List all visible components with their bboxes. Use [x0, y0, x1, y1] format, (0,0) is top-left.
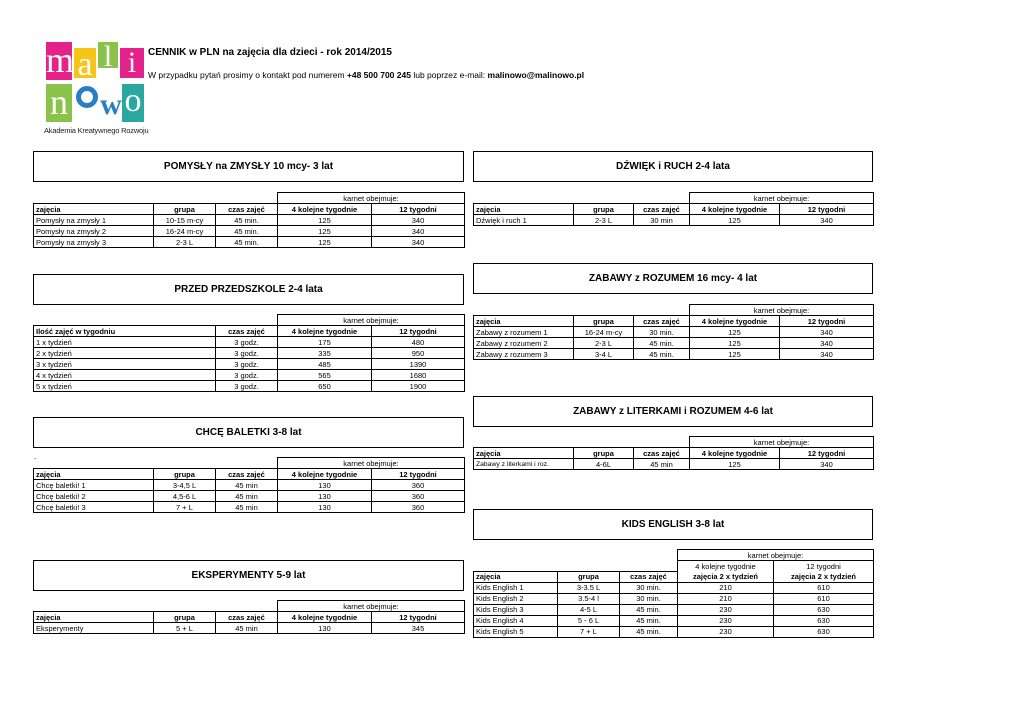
table-cell: 3 godz. — [216, 359, 278, 370]
table-cell: 485 — [278, 359, 372, 370]
table-cell: 125 — [690, 349, 780, 360]
table-cell — [474, 193, 574, 204]
table-cell: 610 — [774, 582, 874, 593]
table-cell: 30 min. — [620, 593, 678, 604]
table-cell — [558, 550, 620, 561]
table-row — [34, 370, 465, 381]
table-cell: 3 godz. — [216, 381, 278, 392]
table-cell: 950 — [372, 348, 465, 359]
table-cell — [216, 458, 278, 469]
col-grupa: grupa — [154, 612, 216, 623]
table-row — [474, 215, 874, 226]
col-12-tyg: 12 tygodni — [372, 469, 465, 480]
col-czas: czas zajęć — [634, 316, 690, 327]
col-grupa: grupa — [574, 316, 634, 327]
literkami-table — [473, 436, 874, 470]
table-cell: 30 min — [634, 215, 690, 226]
logo-tile-o2: o — [122, 84, 144, 122]
karnet-header: karnet obejmuje: — [690, 305, 874, 316]
table-cell: 3 godz. — [216, 370, 278, 381]
table-cell: 125 — [690, 327, 780, 338]
col-czas: czas zajęć — [634, 204, 690, 215]
table-cell: 4-5 L — [558, 604, 620, 615]
baletki-title: CHCĘ BALETKI 3-8 lat — [195, 427, 302, 438]
table-cell: 4-6L — [574, 459, 634, 470]
table-cell: Zabawy z rozumem 3 — [474, 349, 574, 360]
table-row — [474, 459, 874, 470]
table-cell: 130 — [278, 502, 372, 513]
table-cell: 340 — [372, 237, 465, 248]
table-cell — [154, 601, 216, 612]
table-cell: 565 — [278, 370, 372, 381]
table-cell: 130 — [278, 480, 372, 491]
table-cell — [216, 601, 278, 612]
english-table — [473, 549, 874, 638]
table-cell: 335 — [278, 348, 372, 359]
table-cell: 3-4 L — [574, 349, 634, 360]
table-cell: 7 + L — [558, 626, 620, 637]
table-cell: 45 min. — [634, 338, 690, 349]
table-cell: 5 - 6 L — [558, 615, 620, 626]
col-4-tyg: 4 kolejne tygodnie — [278, 204, 372, 215]
logo-tagline: Akademia Kreatywnego Rozwoju — [44, 126, 149, 135]
rozumem-title-box — [473, 263, 873, 294]
table-cell: 630 — [774, 604, 874, 615]
table-cell — [216, 193, 278, 204]
table-cell: 480 — [372, 337, 465, 348]
rozumem-title: ZABAWY z ROZUMEM 16 mcy- 4 lat — [588, 273, 758, 284]
table-cell: 3 godz. — [216, 337, 278, 348]
col-ilosc: Ilość zajęć w tygodniu — [34, 326, 216, 337]
table-cell: 3.5-4 l — [558, 593, 620, 604]
table-cell: 1680 — [372, 370, 465, 381]
table-cell: 1 x tydzień — [34, 337, 216, 348]
table-cell: 3 godz. — [216, 348, 278, 359]
col-12-tyg: 12 tygodni — [372, 204, 465, 215]
table-cell: 630 — [774, 626, 874, 637]
col-4-tyg: 4 kolejne tygodnie — [690, 316, 780, 327]
table-cell: 130 — [278, 623, 372, 634]
przed-table — [33, 314, 465, 392]
logo-tile-m: m — [46, 40, 75, 80]
table-cell: 1390 — [372, 359, 465, 370]
table-cell: Pomysły na zmysły 3 — [34, 237, 154, 248]
logo-tile-a: a — [74, 48, 96, 78]
col-12-tyg: 12 tygodni — [372, 326, 465, 337]
table-cell: 10-15 m-cy — [154, 215, 216, 226]
table-cell: 2-3 L — [574, 215, 634, 226]
table-row — [34, 491, 465, 502]
table-cell: 360 — [372, 480, 465, 491]
table-cell: 45 min. — [634, 349, 690, 360]
table-cell: 210 — [678, 593, 774, 604]
table-cell: Kids English 5 — [474, 626, 558, 637]
table-cell: 16-24 m-cy — [574, 327, 634, 338]
table-cell — [574, 437, 634, 448]
col-12-tyg: 12 tygodni — [780, 448, 874, 459]
table-row — [474, 349, 874, 360]
table-cell: 340 — [780, 349, 874, 360]
table-cell: 125 — [690, 215, 780, 226]
table-cell: 630 — [774, 615, 874, 626]
col-czas: czas zajęć — [216, 612, 278, 623]
table-row — [34, 215, 465, 226]
table-cell: 45 min. — [620, 626, 678, 637]
col-12-tyg-a: 12 tygodni — [774, 561, 874, 572]
table-cell: 30 min. — [620, 582, 678, 593]
table-cell: 360 — [372, 502, 465, 513]
table-cell: 1900 — [372, 381, 465, 392]
eksperymenty-title: EKSPERYMENTY 5-9 lat — [191, 570, 306, 581]
table-row — [34, 226, 465, 237]
table-cell: Chcę baletki! 2 — [34, 491, 154, 502]
contact-line — [148, 70, 584, 80]
table-cell: 45 min. — [216, 226, 278, 237]
col-4-tyg: 4 kolejne tygodnie — [278, 612, 372, 623]
literkami-title: ZABAWY z LITERKAMI i ROZUMEM 4-6 lat — [573, 406, 773, 417]
table-cell: 5 + L — [154, 623, 216, 634]
col-4-tyg: 4 kolejne tygodnie — [278, 469, 372, 480]
table-cell: Chcę baletki! 1 — [34, 480, 154, 491]
przed-title-box — [33, 274, 464, 305]
col-12-tyg: 12 tygodni — [372, 612, 465, 623]
karnet-header: karnet obejmuje: — [278, 601, 465, 612]
table-cell: 45 min — [216, 502, 278, 513]
table-cell — [34, 458, 154, 469]
table-cell: Pomysły na zmysły 2 — [34, 226, 154, 237]
logo-tile-w: w — [100, 88, 122, 121]
table-cell: 130 — [278, 491, 372, 502]
logo-tile-i: i — [120, 48, 144, 78]
table-row — [34, 381, 465, 392]
table-cell — [634, 305, 690, 316]
table-cell — [34, 601, 154, 612]
table-cell: 3-3.5 L — [558, 582, 620, 593]
pomysly-table — [33, 192, 465, 248]
karnet-header: karnet obejmuje: — [690, 437, 874, 448]
table-cell: 340 — [780, 459, 874, 470]
table-cell: 45 min — [216, 623, 278, 634]
table-cell: Dźwięk i ruch 1 — [474, 215, 574, 226]
col-czas: czas zajęć — [216, 469, 278, 480]
table-cell: 125 — [278, 237, 372, 248]
table-cell — [474, 437, 574, 448]
col-czas: czas zajęć — [216, 204, 278, 215]
col-czas: czas zajęć — [634, 448, 690, 459]
table-cell — [574, 193, 634, 204]
table-row — [34, 348, 465, 359]
table-cell: Kids English 3 — [474, 604, 558, 615]
karnet-header: karnet obejmuje: — [690, 193, 874, 204]
table-cell — [154, 193, 216, 204]
col-12-tyg: 12 tygodni — [780, 204, 874, 215]
stray-dot: . — [34, 452, 37, 461]
table-row — [34, 502, 465, 513]
table-cell: Kids English 2 — [474, 593, 558, 604]
przed-title: PRZED PRZEDSZKOLE 2-4 lata — [174, 284, 323, 295]
table-cell: 610 — [774, 593, 874, 604]
table-cell: 650 — [278, 381, 372, 392]
karnet-header: karnet obejmuje: — [278, 315, 465, 326]
baletki-table — [33, 457, 465, 513]
table-cell — [620, 550, 678, 561]
table-row — [474, 338, 874, 349]
eksperymenty-title-box — [33, 560, 464, 591]
logo-tile-o1 — [76, 86, 98, 108]
table-cell: Kids English 4 — [474, 615, 558, 626]
col-4-tyg-b: zajęcia 2 x tydzień — [678, 571, 774, 582]
table-cell — [474, 561, 558, 572]
table-cell — [620, 561, 678, 572]
table-cell: Kids English 1 — [474, 582, 558, 593]
table-row — [34, 480, 465, 491]
contact-mid: lub poprzez e-mail: — [410, 70, 488, 80]
dzwiek-title-box — [473, 151, 873, 182]
table-cell: Chcę baletki! 3 — [34, 502, 154, 513]
table-cell: 360 — [372, 491, 465, 502]
col-zajecia: zajęcia — [34, 469, 154, 480]
table-cell — [34, 193, 154, 204]
table-cell: 230 — [678, 626, 774, 637]
col-grupa: grupa — [558, 571, 620, 582]
col-12-tyg-b: zajęcia 2 x tydzień — [774, 571, 874, 582]
table-cell: 2 x tydzień — [34, 348, 216, 359]
table-cell: 230 — [678, 604, 774, 615]
table-cell: 340 — [780, 338, 874, 349]
karnet-header: karnet obejmuje: — [278, 193, 465, 204]
table-cell: Pomysły na zmysły 1 — [34, 215, 154, 226]
col-zajecia: zajęcia — [34, 204, 154, 215]
table-cell: Zabawy z literkami i roz. — [474, 459, 574, 470]
table-row — [474, 615, 874, 626]
table-cell: 45 min. — [620, 615, 678, 626]
col-czas: czas zajęć — [216, 326, 278, 337]
table-cell: 340 — [780, 327, 874, 338]
table-cell: 125 — [690, 459, 780, 470]
table-cell — [154, 458, 216, 469]
baletki-title-box — [33, 417, 464, 448]
table-cell — [558, 561, 620, 572]
table-cell: 45 min. — [620, 604, 678, 615]
table-row — [474, 593, 874, 604]
table-cell — [634, 437, 690, 448]
table-row — [474, 582, 874, 593]
col-zajecia: zajęcia — [474, 571, 558, 582]
table-cell: Zabawy z rozumem 1 — [474, 327, 574, 338]
col-12-tyg: 12 tygodni — [780, 316, 874, 327]
table-cell: 5 x tydzień — [34, 381, 216, 392]
english-title: KIDS ENGLISH 3-8 lat — [621, 519, 725, 530]
table-cell: 45 min. — [216, 215, 278, 226]
col-zajecia: zajęcia — [34, 612, 154, 623]
table-row — [474, 604, 874, 615]
table-cell — [216, 315, 278, 326]
table-cell: 45 min. — [216, 237, 278, 248]
col-grupa: grupa — [154, 469, 216, 480]
karnet-header: karnet obejmuje: — [678, 550, 874, 561]
col-4-tyg: 4 kolejne tygodnie — [690, 448, 780, 459]
english-title-box — [473, 509, 873, 540]
phone-number[interactable]: +48 500 700 245 — [346, 70, 411, 80]
table-cell — [574, 305, 634, 316]
table-cell: 45 min — [634, 459, 690, 470]
email-address[interactable]: malinowo@malinowo.pl — [487, 70, 585, 80]
table-cell: 45 min — [216, 491, 278, 502]
table-row — [34, 337, 465, 348]
col-grupa: grupa — [574, 448, 634, 459]
col-zajecia: zajęcia — [474, 316, 574, 327]
col-zajecia: zajęcia — [474, 204, 574, 215]
pomysly-title-box — [33, 151, 464, 182]
table-cell: 125 — [690, 338, 780, 349]
col-zajecia: zajęcia — [474, 448, 574, 459]
table-cell: 16-24 m-cy — [154, 226, 216, 237]
karnet-header: karnet obejmuje: — [278, 458, 465, 469]
page-title: CENNIK w PLN na zajęcia dla dzieci - rok 2014/2015 — [148, 47, 392, 58]
table-cell: 30 min. — [634, 327, 690, 338]
dzwiek-table — [473, 192, 874, 226]
table-cell: 45 min — [216, 480, 278, 491]
table-cell: 125 — [278, 215, 372, 226]
dzwiek-title: DŹWIĘK i RUCH 2-4 lata — [616, 161, 730, 172]
table-cell: Zabawy z rozumem 2 — [474, 338, 574, 349]
logo-tile-l: l — [98, 42, 118, 68]
eksperymenty-table — [33, 600, 465, 634]
table-cell — [474, 550, 558, 561]
col-4-tyg-a: 4 kolejne tygodnie — [678, 561, 774, 572]
table-cell: 4,5-6 L — [154, 491, 216, 502]
table-cell: 3-4,5 L — [154, 480, 216, 491]
table-cell: Eksperymenty — [34, 623, 154, 634]
table-row — [474, 327, 874, 338]
col-czas: czas zajęć — [620, 571, 678, 582]
table-cell: 210 — [678, 582, 774, 593]
table-cell: 340 — [780, 215, 874, 226]
col-grupa: grupa — [574, 204, 634, 215]
table-cell: 125 — [278, 226, 372, 237]
table-cell — [634, 193, 690, 204]
malinowo-logo — [44, 40, 149, 140]
col-grupa: grupa — [154, 204, 216, 215]
table-row — [34, 359, 465, 370]
table-cell: 7 + L — [154, 502, 216, 513]
table-row — [34, 623, 465, 634]
literkami-title-box — [473, 396, 873, 427]
col-4-tyg: 4 kolejne tygodnie — [278, 326, 372, 337]
table-cell: 340 — [372, 215, 465, 226]
table-cell: 3 x tydzień — [34, 359, 216, 370]
table-cell: 175 — [278, 337, 372, 348]
table-cell — [474, 305, 574, 316]
table-row — [474, 626, 874, 637]
table-row — [34, 237, 465, 248]
table-cell: 2-3 L — [154, 237, 216, 248]
logo-tile-n: n — [46, 84, 72, 122]
table-cell: 230 — [678, 615, 774, 626]
contact-pre: W przypadku pytań prosimy o kontakt pod numerem — [148, 70, 347, 80]
col-4-tyg: 4 kolejne tygodnie — [690, 204, 780, 215]
table-cell: 4 x tydzień — [34, 370, 216, 381]
table-cell: 340 — [372, 226, 465, 237]
pomysly-title: POMYSŁY na ZMYSŁY 10 mcy- 3 lat — [163, 161, 334, 172]
table-cell — [34, 315, 216, 326]
rozumem-table — [473, 304, 874, 360]
table-cell: 2-3 L — [574, 338, 634, 349]
table-cell: 345 — [372, 623, 465, 634]
